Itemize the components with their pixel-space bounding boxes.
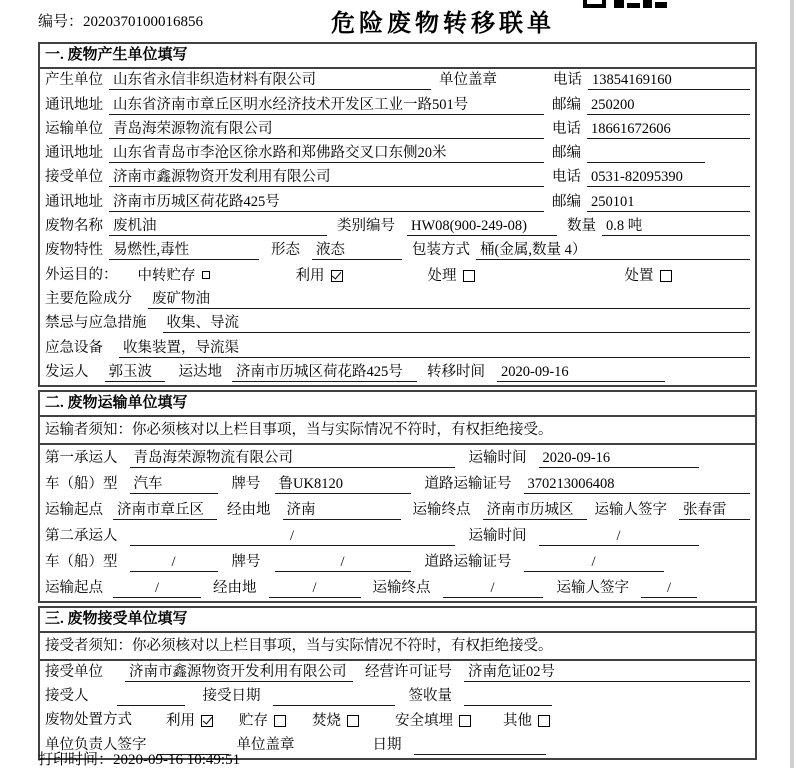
field-label: 单位负责人签字 <box>45 736 147 753</box>
field-value: 13854169160 <box>588 71 750 90</box>
field-label: 经由地 <box>213 579 257 596</box>
checkbox-icon <box>538 715 550 727</box>
checkbox-label: 贮存 <box>239 713 268 730</box>
field-value: 250200 <box>587 96 750 115</box>
field-label: 接受单位 <box>45 169 103 186</box>
field-value <box>464 688 552 706</box>
doc-number-value: 2020370100016856 <box>83 14 204 30</box>
checkbox-item <box>395 712 471 730</box>
checkbox-label: 安全填埋 <box>395 713 453 730</box>
field-value: 济南市章丘区 <box>113 501 217 520</box>
form-row <box>45 142 750 166</box>
qr-module-block <box>614 0 624 8</box>
checkbox-item <box>503 712 550 730</box>
form-row <box>45 445 750 471</box>
scrollbar[interactable] <box>790 0 794 768</box>
field-value: 郭玉波 <box>105 363 165 382</box>
field-value: 汽车 <box>130 475 218 494</box>
field-label: 运输单位 <box>45 120 103 137</box>
field-value: 济南市鑫源物资开发利用有限公司 <box>125 663 353 682</box>
field-value: 废机油 <box>109 217 327 236</box>
field-label: 形态 <box>271 242 300 259</box>
field-label: 邮编 <box>552 193 581 210</box>
field-value <box>117 688 185 706</box>
field-label: 车（船）型 <box>45 475 118 492</box>
form-row <box>45 336 750 360</box>
print-time-value: 2020-09-16 10:49:51 <box>113 752 241 768</box>
field-label: 类别编号 <box>337 218 395 235</box>
field-value: / <box>269 579 361 598</box>
field-label: 运输人签字 <box>594 501 667 518</box>
field-label: 通讯地址 <box>45 96 103 113</box>
field-value: 济南市历城区荷花路425号 <box>232 363 417 382</box>
field-label: 经由地 <box>227 501 271 518</box>
field-value: 济南危证02号 <box>464 663 750 682</box>
print-time <box>38 748 240 769</box>
checkbox-item <box>625 267 672 285</box>
field-label: 接受人 <box>45 688 89 705</box>
checkbox-icon <box>202 271 210 279</box>
checkbox-item <box>138 267 210 285</box>
field-value: 0531-82095390 <box>587 168 750 187</box>
form-row <box>45 93 750 117</box>
field-label: 牌号 <box>231 475 261 492</box>
field-label: 签收量 <box>408 688 452 705</box>
checkbox-checked-icon <box>331 270 343 282</box>
qr-module-block <box>655 2 667 8</box>
checkbox-icon <box>463 270 475 282</box>
checkbox-label: 处置 <box>624 267 654 284</box>
qr-module-block <box>627 3 640 8</box>
field-label: 主要危险成分 <box>45 290 132 307</box>
field-value: 张春雷 <box>679 501 750 520</box>
page-title: 危险废物转移联单 <box>331 11 555 37</box>
form-row <box>45 263 750 287</box>
field-label: 废物名称 <box>45 218 103 235</box>
field-label: 数量 <box>567 218 596 235</box>
field-value: / <box>539 527 699 546</box>
field-value: / <box>113 579 201 598</box>
checkbox-label: 利用 <box>166 713 195 730</box>
field-value <box>587 145 705 163</box>
print-time-label: 打印时间： <box>38 752 114 768</box>
form-row <box>45 709 750 733</box>
checkbox-label: 中转贮存 <box>137 267 196 284</box>
checkbox-item <box>312 712 359 730</box>
field-label: 禁忌与应急措施 <box>45 315 147 332</box>
qr-finder-block <box>583 0 606 8</box>
section-receiver <box>38 606 757 760</box>
doc-number-label: 编号： <box>38 14 84 30</box>
field-label: 运输终点 <box>372 579 431 596</box>
form-row <box>45 69 750 93</box>
section-transporter <box>38 390 757 603</box>
checkbox-item <box>296 267 343 285</box>
check-mark-icon <box>202 715 212 725</box>
field-value: 山东省青岛市李沧区徐水路和郑佛路交叉口东侧20米 <box>109 144 544 163</box>
field-label: 经营许可证号 <box>365 664 452 681</box>
field-value: 桶(金属,数量 4） <box>476 241 750 260</box>
section-header: 二. 废物运输单位填写 <box>40 392 755 417</box>
field-value: 济南 <box>283 501 401 520</box>
checkbox-icon <box>459 715 471 727</box>
checkbox-checked-icon <box>201 715 213 727</box>
form-row <box>45 523 750 549</box>
field-value: / <box>524 553 664 572</box>
field-label: 接受日期 <box>202 688 261 705</box>
form-row <box>45 166 750 190</box>
field-label: 运输起点 <box>45 501 103 518</box>
section-note: 运输者须知：你必须核对以上栏目事项，当与实际情况不符时，有权拒绝接受。 <box>40 417 755 445</box>
field-value: 山东省济南市章丘区明水经济技术开发区工业一路501号 <box>109 96 544 115</box>
field-value: 废矿物油 <box>148 290 750 309</box>
field-value: 2020-09-16 <box>539 449 699 468</box>
section-note: 接受者须知：你必须核对以上栏目事项，当与实际情况不符时，有权拒绝接受。 <box>40 633 755 661</box>
field-label: 运输人签字 <box>556 579 629 596</box>
field-label: 运输时间 <box>468 527 527 544</box>
field-label: 道路运输证号 <box>424 553 512 570</box>
field-value: / <box>275 553 411 572</box>
static-text: 单位盖章 <box>439 72 497 89</box>
field-label: 邮编 <box>552 96 581 113</box>
checkbox-label: 处理 <box>427 267 457 284</box>
field-label: 第一承运人 <box>45 449 118 466</box>
qr-module-block <box>643 0 652 8</box>
field-value: 济南市鑫源物资开发利用有限公司 <box>109 168 544 187</box>
form-row <box>45 549 750 575</box>
field-label: 第二承运人 <box>45 527 118 544</box>
field-value: 250101 <box>587 193 750 212</box>
field-value: 鲁UK8120 <box>275 475 411 494</box>
form-row <box>45 575 750 601</box>
checkbox-item <box>239 712 286 730</box>
field-label: 日期 <box>372 736 402 753</box>
field-value: HW08(900-249-08) <box>407 217 557 236</box>
field-value: 收集装置，导流渠 <box>119 339 750 358</box>
field-value <box>414 737 546 755</box>
qr-code-fragment-icon <box>583 0 667 8</box>
field-value: 山东省永信非织造材料有限公司 <box>109 71 431 90</box>
field-value: 济南市历城区 <box>483 501 587 520</box>
field-label: 运达地 <box>178 363 222 380</box>
checkbox-item <box>428 267 475 285</box>
field-value: / <box>641 579 697 598</box>
checkbox-label: 利用 <box>295 267 325 284</box>
form-row <box>45 471 750 497</box>
field-value: 液态 <box>312 241 402 260</box>
form-row <box>45 661 750 685</box>
field-label: 车（船）型 <box>45 553 118 570</box>
field-value: 青岛海荣源物流有限公司 <box>109 120 544 139</box>
field-label: 电话 <box>552 169 581 186</box>
checkbox-icon <box>347 715 359 727</box>
form-row <box>45 685 750 709</box>
section-header: 一. 废物产生单位填写 <box>40 44 755 69</box>
checkbox-label: 焚烧 <box>312 713 341 730</box>
check-mark-icon <box>332 269 342 279</box>
field-label: 产生单位 <box>45 72 103 89</box>
field-value: 0.8 吨 <box>602 217 750 236</box>
field-label: 运输时间 <box>468 449 527 466</box>
field-value: 青岛海荣源物流有限公司 <box>130 449 455 468</box>
form-row <box>45 288 750 312</box>
static-text: 单位盖章 <box>236 736 295 753</box>
field-label: 应急设备 <box>45 339 103 356</box>
field-label: 包装方式 <box>412 242 470 259</box>
field-label: 发运人 <box>45 363 89 380</box>
form-row <box>45 239 750 263</box>
form-row <box>45 190 750 214</box>
field-label: 通讯地址 <box>45 193 103 210</box>
field-value: 易燃性,毒性 <box>109 241 259 260</box>
field-label: 废物处置方式 <box>45 712 132 729</box>
field-label: 牌号 <box>231 553 261 570</box>
section-producer <box>38 42 757 387</box>
field-label: 电话 <box>553 72 582 89</box>
field-value: 济南市历城区荷花路425号 <box>109 193 544 212</box>
field-label: 道路运输证号 <box>424 475 512 492</box>
checkbox-label: 其他 <box>503 713 532 730</box>
field-label: 运输起点 <box>45 579 103 596</box>
form-row <box>45 118 750 142</box>
checkbox-item <box>166 712 213 730</box>
checkbox-icon <box>660 270 672 282</box>
field-value: 18661672606 <box>587 120 750 139</box>
field-value: / <box>130 527 455 546</box>
form-row <box>45 215 750 239</box>
field-value: / <box>130 553 218 572</box>
field-label: 通讯地址 <box>45 145 103 162</box>
checkbox-icon <box>274 715 286 727</box>
field-value: 2020-09-16 <box>497 363 665 382</box>
field-label: 外运目的： <box>45 266 118 283</box>
field-label: 电话 <box>552 120 581 137</box>
field-label: 接受单位 <box>45 664 103 681</box>
section-header: 三. 废物接受单位填写 <box>40 608 755 633</box>
field-value <box>273 688 395 706</box>
field-label: 运输终点 <box>412 501 471 518</box>
field-value: 370213006408 <box>524 475 751 494</box>
form-row <box>45 497 750 523</box>
form-row <box>45 312 750 336</box>
field-value: 收集、导流 <box>163 314 751 333</box>
form-row <box>45 361 750 385</box>
field-label: 转移时间 <box>427 363 485 380</box>
field-label: 废物特性 <box>45 242 103 259</box>
form <box>38 42 757 763</box>
field-label: 邮编 <box>552 145 581 162</box>
field-value: / <box>443 579 543 598</box>
